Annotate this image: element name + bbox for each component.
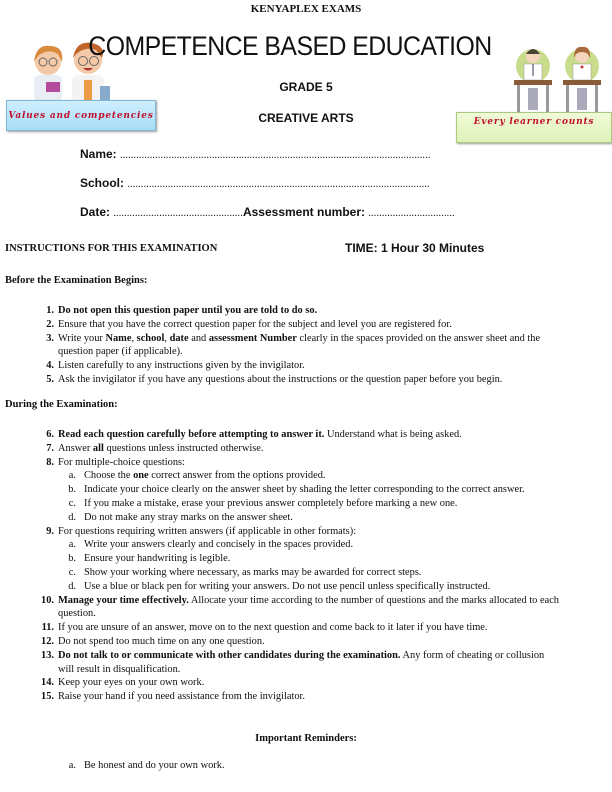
item-number: 11. bbox=[41, 622, 54, 634]
text-segment: Write your bbox=[58, 332, 106, 344]
bold-text: all bbox=[92, 442, 104, 454]
students-at-desks-illustration bbox=[508, 44, 608, 114]
date-assessment-row bbox=[80, 205, 455, 219]
text-segment: correct answer from the options provided. bbox=[148, 470, 326, 482]
text-segment: Write your answers clearly and concisely in the spaces provided. bbox=[84, 539, 354, 551]
bold-text: date bbox=[169, 332, 189, 344]
sub-list-item bbox=[0, 511, 560, 525]
bold-text: one bbox=[133, 470, 149, 482]
text-segment: Use a blue or black pen for writing your answers. Do not use pencil unless specifically instructed. bbox=[84, 580, 491, 592]
item-number: 10. bbox=[41, 594, 54, 606]
bold-text: Do not open this question paper until you are told to do so. bbox=[58, 305, 318, 316]
text-segment: Do not make any stray marks on the answer sheet. bbox=[84, 511, 293, 523]
instructions-heading: INSTRUCTIONS FOR THIS EXAMINATION bbox=[5, 243, 218, 254]
text-segment: If you are unsure of an answer, move on to the next question and come back to it later if you have time. bbox=[58, 622, 488, 634]
bold-text: Manage your time effectively. bbox=[58, 594, 189, 606]
name-blank[interactable]: ................................................................................................................... bbox=[120, 150, 431, 161]
list-item bbox=[0, 442, 560, 456]
section-heading-during: During the Examination: bbox=[5, 399, 118, 410]
item-number: 8. bbox=[46, 456, 54, 468]
school-field[interactable] bbox=[80, 176, 430, 190]
list-item bbox=[0, 318, 560, 332]
reminders-list bbox=[0, 759, 560, 773]
school-blank[interactable]: ................................................................................................................ bbox=[127, 179, 430, 190]
text-segment: Ask the invigilator if you have any questions about the instructions or the question paper before you begin. bbox=[58, 373, 503, 385]
item-number: 5. bbox=[46, 373, 54, 385]
text-segment: Any form of cheating or collusion will result in disqualification. bbox=[58, 649, 545, 675]
item-text bbox=[56, 621, 560, 635]
text-segment: clearly in the spaces provided on the answer sheet and the question paper (if applicable). bbox=[58, 332, 541, 358]
text-segment: Allocate your time according to the number of questions and the marks allocated to each question. bbox=[58, 594, 560, 620]
text-segment: Choose the bbox=[84, 470, 134, 482]
sub-item-letter: b. bbox=[68, 553, 76, 565]
item-text bbox=[56, 635, 560, 649]
item-number: 9. bbox=[46, 525, 54, 537]
during-exam-list bbox=[0, 428, 560, 704]
text-segment: questions unless instructed otherwise. bbox=[103, 442, 264, 454]
item-text bbox=[56, 649, 560, 677]
text-segment: Listen carefully to any instructions given by the invigilator. bbox=[58, 360, 305, 372]
item-text bbox=[56, 318, 560, 332]
sub-item-letter: a. bbox=[68, 470, 76, 482]
list-item bbox=[0, 428, 560, 442]
item-number: 1. bbox=[46, 305, 54, 316]
item-number: 7. bbox=[46, 442, 54, 454]
sub-item-letter: d. bbox=[68, 511, 76, 523]
list-item bbox=[0, 621, 560, 635]
list-item bbox=[0, 676, 560, 690]
sub-item-text bbox=[84, 511, 560, 525]
sub-list-item bbox=[0, 759, 560, 773]
list-item bbox=[0, 635, 560, 649]
sub-item-letter: c. bbox=[68, 497, 76, 509]
school-label: School: bbox=[80, 176, 124, 190]
list-item bbox=[0, 456, 560, 470]
sub-item-letter: a. bbox=[68, 760, 76, 771]
list-item bbox=[0, 525, 560, 539]
bold-text: assessment Number bbox=[208, 332, 297, 344]
list-item bbox=[0, 373, 560, 387]
item-number: 4. bbox=[46, 360, 54, 372]
document-title: COMPETENCE BASED EDUCATION bbox=[88, 31, 492, 61]
item-number: 15. bbox=[41, 691, 54, 703]
sub-list-item bbox=[0, 580, 560, 594]
list-item bbox=[0, 359, 560, 373]
item-number: 2. bbox=[46, 318, 54, 330]
name-field[interactable] bbox=[80, 147, 431, 161]
item-text bbox=[56, 332, 560, 360]
section-heading-before: Before the Examination Begins: bbox=[5, 275, 148, 286]
text-segment: For questions requiring written answers (if applicable in other formats): bbox=[58, 525, 357, 537]
exam-time: TIME: 1 Hour 30 Minutes bbox=[345, 241, 485, 255]
subject-label: CREATIVE ARTS bbox=[258, 111, 354, 125]
item-text bbox=[56, 304, 560, 318]
sub-list-item bbox=[0, 552, 560, 566]
sub-list-item bbox=[0, 469, 560, 483]
sub-item-text bbox=[84, 538, 560, 552]
text-segment: , bbox=[164, 332, 170, 344]
item-number: 12. bbox=[41, 635, 54, 647]
reminders-heading: Important Reminders: bbox=[255, 733, 357, 744]
text-segment: Ensure your handwriting is legible. bbox=[84, 553, 231, 565]
name-label: Name: bbox=[80, 147, 117, 161]
sub-item-letter: a. bbox=[68, 539, 76, 551]
sub-item-letter: d. bbox=[68, 580, 76, 592]
sub-item-text bbox=[84, 759, 560, 773]
sub-list-item bbox=[0, 538, 560, 552]
text-segment: For multiple-choice questions: bbox=[58, 456, 185, 468]
list-item bbox=[0, 649, 560, 677]
item-number: 13. bbox=[41, 649, 54, 661]
item-text bbox=[56, 676, 560, 690]
item-text bbox=[56, 428, 560, 442]
sub-item-text bbox=[84, 469, 560, 483]
text-segment: Indicate your choice clearly on the answer sheet by shading the letter corresponding to the correct answer. bbox=[84, 484, 525, 496]
item-number: 14. bbox=[41, 677, 54, 689]
item-text bbox=[56, 525, 560, 539]
sub-list-item bbox=[0, 497, 560, 511]
values-badge: Values and competencies bbox=[6, 100, 156, 131]
sub-list-item bbox=[0, 483, 560, 497]
assessment-number-blank[interactable]: ................................ bbox=[368, 208, 455, 219]
item-text bbox=[56, 690, 560, 704]
item-number: 6. bbox=[46, 429, 54, 440]
assessment-number-label: Assessment number: bbox=[242, 205, 366, 219]
item-text bbox=[56, 456, 560, 470]
bold-text: school bbox=[136, 332, 165, 344]
sub-item-text bbox=[84, 552, 560, 566]
text-segment: and bbox=[188, 332, 209, 344]
sub-item-text bbox=[84, 580, 560, 594]
list-item bbox=[0, 304, 560, 318]
list-item bbox=[0, 332, 560, 360]
sub-item-text bbox=[84, 483, 560, 497]
sub-item-letter: c. bbox=[68, 566, 76, 578]
sub-list-item bbox=[0, 566, 560, 580]
bold-text: Do not talk to or communicate with other candidates during the examination. bbox=[58, 649, 401, 661]
learner-badge: Every learner counts bbox=[456, 112, 612, 143]
bold-text: Read each question carefully before attempting to answer it. bbox=[58, 429, 325, 440]
organization-name: KENYAPLEX EXAMS bbox=[250, 3, 362, 15]
date-label: Date: bbox=[80, 205, 111, 219]
item-text bbox=[56, 442, 560, 456]
text-segment: Be honest and do your own work. bbox=[84, 760, 225, 771]
sub-item-text bbox=[84, 566, 560, 580]
date-blank[interactable]: ................................................ bbox=[113, 208, 243, 219]
text-segment: Answer bbox=[58, 442, 93, 454]
item-number: 3. bbox=[46, 332, 54, 344]
grade-label: GRADE 5 bbox=[279, 80, 333, 94]
item-text bbox=[56, 373, 560, 387]
text-segment: Do not spend too much time on any one question. bbox=[58, 635, 265, 647]
sub-item-text bbox=[84, 497, 560, 511]
text-segment: Understand what is being asked. bbox=[324, 429, 462, 440]
sub-item-letter: b. bbox=[68, 484, 76, 496]
list-item bbox=[0, 594, 560, 622]
text-segment: Raise your hand if you need assistance from the invigilator. bbox=[58, 691, 306, 703]
item-text bbox=[56, 359, 560, 373]
text-segment: , bbox=[131, 332, 137, 344]
text-segment: Show your working where necessary, as marks may be awarded for correct steps. bbox=[84, 566, 422, 578]
text-segment: Ensure that you have the correct question paper for the subject and level you are registered for. bbox=[58, 318, 452, 330]
before-exam-list bbox=[0, 304, 560, 387]
item-text bbox=[56, 594, 560, 622]
text-segment: If you make a mistake, erase your previous answer completely before marking a new one. bbox=[84, 497, 458, 509]
list-item bbox=[0, 690, 560, 704]
bold-text: Name bbox=[105, 332, 132, 344]
text-segment: Keep your eyes on your own work. bbox=[58, 677, 205, 689]
